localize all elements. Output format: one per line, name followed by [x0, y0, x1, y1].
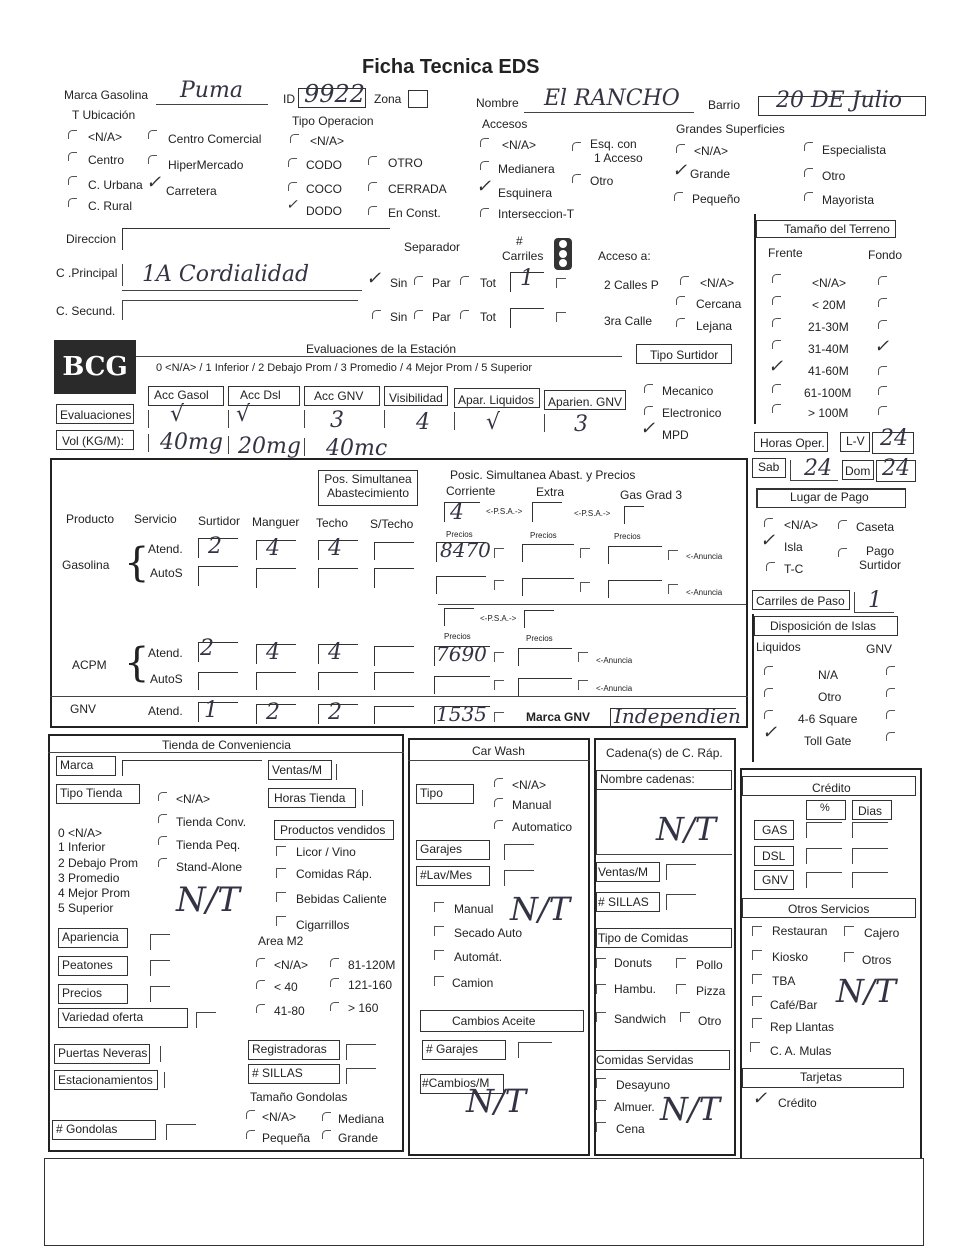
tienda-precios: Precios — [62, 986, 103, 1000]
servidas-na-mark: N/T — [660, 1090, 721, 1128]
islas-liquidos: Liquidos — [756, 640, 801, 654]
tienda-scale-1: 1 Inferior — [58, 840, 106, 854]
otros-restauran[interactable]: Restauran — [772, 924, 828, 938]
otros-na-mark: N/T — [836, 972, 897, 1010]
dom-label: Dom — [845, 464, 871, 478]
acpm-label: ACPM — [72, 658, 107, 672]
comida-pizza[interactable]: Pizza — [696, 984, 726, 998]
accesos-medianera[interactable]: Medianera — [498, 162, 555, 176]
superficies-pequeno[interactable]: Pequeño — [692, 192, 741, 206]
accesos-title: Accesos — [482, 117, 528, 131]
par-label[interactable]: Par — [432, 276, 451, 290]
tienda-tipo-conv[interactable]: Tienda Conv. — [176, 815, 247, 829]
posic-simultanea: Posic. Simultanea Abast. y Precios — [450, 468, 636, 482]
acpm-atend-label: Atend. — [148, 646, 183, 660]
terreno-title: Tamaño del Terreno — [784, 222, 890, 236]
psa-1: <-P.S.A.-> — [486, 507, 523, 516]
tienda-scale-3: 3 Promedio — [58, 871, 120, 885]
tienda-scale-5: 5 Superior — [58, 901, 114, 915]
sab-label: Sab — [758, 460, 780, 474]
credito-title: Crédito — [812, 781, 851, 795]
ubicacion-c-rural[interactable]: C. Rural — [88, 199, 133, 213]
tienda-tipo-na[interactable]: <N/A> — [176, 792, 211, 806]
terreno-100m[interactable]: > 100M — [808, 406, 849, 420]
tienda-scale-2: 2 Debajo Prom — [58, 856, 139, 870]
terreno-61-100m[interactable]: 61-100M — [804, 386, 852, 400]
carwash-manual[interactable]: Manual — [512, 798, 552, 812]
surtidor-mecanico[interactable]: Mecanico — [662, 384, 714, 398]
sab-value[interactable]: 24 — [804, 456, 832, 481]
comida-otro[interactable]: Otro — [698, 1014, 722, 1028]
c-principal-value[interactable]: 1A Cordialidad — [142, 262, 310, 287]
barrio-label: Barrio — [708, 98, 741, 112]
vol-gasol[interactable]: 40mg — [160, 430, 223, 455]
ubicacion-title: T Ubicación — [72, 108, 136, 122]
id-value: 9922 — [304, 80, 366, 108]
anuncia-3: <-Anuncia — [596, 656, 633, 665]
evaluaciones-row-label: Evaluaciones — [60, 408, 132, 422]
anuncia-1: <-Anuncia — [686, 552, 723, 561]
producto-cigarrillos[interactable]: Cigarrillos — [296, 918, 350, 932]
pos-simultanea: Pos. Simultanea Abastecimiento — [324, 472, 412, 500]
pago-caseta[interactable]: Caseta — [856, 520, 895, 534]
lv-label: L-V — [846, 434, 865, 448]
carwash-title: Car Wash — [472, 744, 525, 758]
anuncia-2: <-Anuncia — [686, 588, 723, 597]
acceso-na[interactable]: <N/A> — [700, 276, 735, 290]
gnv-techo[interactable]: 2 — [328, 700, 342, 725]
evaluaciones-scale: 0 <N/A> / 1 Inferior / 2 Debajo Prom / 3 Promedio / 4 Mejor Prom / 5 Superior — [156, 362, 532, 374]
credito-pct: % — [820, 802, 830, 814]
brace-icon: { — [124, 640, 150, 686]
surtidor-electronico[interactable]: Electronico — [662, 406, 722, 420]
acceso-lejana[interactable]: Lejana — [696, 319, 733, 333]
otros-rep-llantas[interactable]: Rep Llantas — [770, 1020, 835, 1034]
check-mark-icon: ✓ — [760, 530, 776, 550]
par-label-2[interactable]: Par — [432, 310, 451, 324]
otros-cafe-bar[interactable]: Café/Bar — [770, 998, 818, 1012]
superficies-mayorista[interactable]: Mayorista — [822, 193, 875, 207]
sin-label-2[interactable]: Sin — [390, 310, 408, 324]
tarjetas-credito[interactable]: Crédito — [778, 1096, 817, 1110]
estacionamientos: Estacionamientos — [58, 1073, 153, 1087]
otros-otros[interactable]: Otros — [862, 953, 892, 967]
area-na[interactable]: <N/A> — [274, 958, 309, 972]
tienda-scale-0: 0 <N/A> — [58, 826, 103, 840]
tienda-apariencia: Apariencia — [62, 930, 119, 944]
ubicacion-carretera[interactable]: Carretera — [166, 184, 217, 198]
tienda-variedad: Variedad oferta — [62, 1010, 144, 1024]
accesos-1-acceso[interactable]: 1 Acceso — [594, 151, 643, 165]
nombre-label: Nombre — [476, 96, 519, 110]
gas-atend-label: Atend. — [148, 542, 183, 556]
eval-col-acc-gasol: Acc Gasol — [154, 388, 209, 402]
comida-donuts[interactable]: Donuts — [614, 956, 653, 970]
vol-label: Vol (KG/M): — [62, 434, 125, 448]
lav-manual[interactable]: Manual — [454, 902, 494, 916]
otros-kiosko[interactable]: Kiosko — [772, 950, 809, 964]
check-mark-icon: ✓ — [672, 160, 688, 180]
s-techo-label: S/Techo — [370, 517, 414, 531]
fondo-label: Fondo — [868, 248, 903, 262]
tamano-gondolas: Tamaño Gondolas — [250, 1090, 348, 1104]
islas-toll-gate[interactable]: Toll Gate — [804, 734, 852, 748]
islas-4-6-square[interactable]: 4-6 Square — [798, 712, 858, 726]
eval-visibilidad[interactable]: 4 — [416, 410, 430, 435]
credito-gnv: GNV — [762, 873, 789, 887]
otros-cajero[interactable]: Cajero — [864, 926, 900, 940]
terreno-20m[interactable]: < 20M — [812, 298, 846, 312]
acpm-techo[interactable]: 4 — [328, 640, 342, 665]
carwash-tipo: Tipo — [420, 786, 443, 800]
islas-na[interactable]: N/A — [818, 668, 839, 682]
precios-3: Precios — [614, 532, 641, 541]
cambios-garajes: # Garajes — [426, 1042, 479, 1056]
cadenas-sillas: # SILLAS — [598, 895, 649, 909]
carriles-paso-label: Carriles de Paso — [756, 594, 845, 608]
gondola-mediana[interactable]: Mediana — [338, 1112, 385, 1126]
carwash-lav: #Lav/Mes — [420, 868, 473, 882]
lav-automat[interactable]: Automát. — [454, 950, 503, 964]
direccion-field[interactable] — [122, 228, 390, 250]
check-mark-icon: ✓ — [752, 1088, 768, 1108]
superficies-na[interactable]: <N/A> — [694, 144, 729, 158]
c-principal-label: C .Principal — [56, 266, 118, 280]
check-mark-icon: ✓ — [874, 336, 890, 356]
pago-title: Lugar de Pago — [790, 490, 869, 504]
credito-dias: Dias — [858, 804, 883, 818]
brace-icon: { — [124, 540, 150, 586]
lv-value[interactable]: 24 — [880, 426, 908, 451]
extra-label: Extra — [536, 485, 565, 499]
gnv-atend-label: Atend. — [148, 704, 183, 718]
tienda-ventas: Ventas/M — [272, 763, 323, 777]
gas-precio[interactable]: 8470 — [440, 538, 491, 562]
c-secund-label: C. Secund. — [56, 304, 116, 318]
tienda-tipo-peq[interactable]: Tienda Peq. — [176, 838, 241, 852]
dom-value[interactable]: 24 — [882, 456, 910, 481]
corriente-label: Corriente — [446, 484, 496, 498]
eval-col-apar-liquidos: Apar. Liquidos — [458, 393, 535, 407]
eval-col-visibilidad: Visibilidad — [389, 391, 443, 405]
surtidor-col-label: Surtidor — [198, 514, 241, 528]
cadenas-nombre: Nombre cadenas: — [600, 772, 695, 786]
bcg-logo: BCG — [54, 340, 136, 394]
cambios-title: Cambios Aceite — [452, 1014, 536, 1028]
operacion-codo[interactable]: CODO — [306, 158, 342, 172]
check-mark-icon: ✓ — [476, 176, 492, 196]
comida-pollo[interactable]: Pollo — [696, 958, 723, 972]
acceso-cercana[interactable]: Cercana — [696, 297, 742, 311]
area-81-120m[interactable]: 81-120M — [348, 958, 396, 972]
otros-tba[interactable]: TBA — [772, 974, 796, 988]
carriles-value: 1 — [520, 266, 534, 291]
vol-gnv[interactable]: 40mc — [326, 436, 388, 461]
gas-pos-value[interactable]: 4 — [450, 500, 464, 525]
carwash-na-mark: N/T — [510, 890, 571, 928]
tienda-title: Tienda de Conveniencia — [162, 738, 291, 752]
operacion-otro[interactable]: OTRO — [388, 156, 423, 170]
accesos-otro[interactable]: Otro — [590, 174, 614, 188]
vol-dsl[interactable]: 20mg — [238, 434, 301, 459]
anuncia-4: <-Anuncia — [596, 684, 633, 693]
ubicacion-centro[interactable]: Centro — [88, 153, 125, 167]
check-mark-icon: ✓ — [640, 418, 656, 438]
carwash-na[interactable]: <N/A> — [512, 778, 547, 792]
accesos-esquinera[interactable]: Esquinera — [498, 186, 553, 200]
tienda-peatones: Peatones — [62, 958, 113, 972]
servicio-label: Servicio — [134, 512, 177, 526]
psa-3: <-P.S.A.-> — [480, 614, 517, 623]
comidas-servidas: Comidas Servidas — [596, 1053, 694, 1067]
registradoras: Registradoras — [252, 1042, 327, 1056]
carwash-garajes: Garajes — [420, 842, 463, 856]
precios-1: Precios — [446, 530, 473, 539]
operacion-coco[interactable]: COCO — [306, 182, 342, 196]
marca-gnv-label: Marca GNV — [526, 710, 591, 724]
credito-gas: GAS — [762, 823, 788, 837]
credito-dsl: DSL — [762, 849, 786, 863]
separador-label: Separador — [404, 240, 461, 254]
marca-gnv-value[interactable]: Independien — [614, 704, 741, 728]
tienda-horas: Horas Tienda — [274, 791, 346, 805]
terreno-41-60m[interactable]: 41-60M — [808, 364, 849, 378]
acceso-a-label: Acceso a: — [598, 249, 651, 263]
cambios-na-mark: N/T — [466, 1082, 527, 1120]
accesos-na[interactable]: <N/A> — [502, 138, 537, 152]
carriles-label: Carriles — [502, 249, 544, 263]
gondola-grande[interactable]: Grande — [338, 1131, 379, 1145]
eval-acc-gnv[interactable]: 3 — [330, 408, 344, 433]
pago-na[interactable]: <N/A> — [784, 518, 819, 532]
operacion-en-const[interactable]: En Const. — [388, 206, 441, 220]
area-160[interactable]: > 160 — [348, 1001, 379, 1015]
id-label: ID — [283, 92, 295, 106]
carriles-field-2[interactable] — [510, 308, 544, 328]
eval-acc-dsl[interactable]: √ — [236, 402, 251, 427]
precios-5: Precios — [526, 634, 553, 643]
tienda-na-mark: N/T — [176, 880, 240, 920]
pago-surtidor[interactable]: Pago Surtidor — [858, 544, 902, 572]
servida-almuer[interactable]: Almuer. — [614, 1100, 655, 1114]
terreno-na[interactable]: <N/A> — [812, 276, 847, 290]
producto-label: Producto — [66, 512, 115, 526]
check-mark-icon: ✓ — [762, 722, 778, 742]
lav-secado[interactable]: Secado Auto — [454, 926, 523, 940]
gondola-na[interactable]: <N/A> — [262, 1110, 297, 1124]
acpm-surtidor[interactable]: 2 — [200, 636, 214, 661]
cadenas-na-mark: N/T — [656, 810, 717, 848]
tarjetas-title: Tarjetas — [800, 1070, 843, 1084]
traffic-light-icon — [554, 238, 572, 270]
eval-apar-liquidos[interactable]: √ — [486, 410, 501, 435]
tot-label[interactable]: Tot — [480, 276, 497, 290]
check-mark-icon: ✓ — [286, 196, 298, 212]
eval-aparien-gnv[interactable]: 3 — [574, 412, 588, 437]
check-mark-icon: ✓ — [768, 356, 784, 376]
psa-2: <-P.S.A.-> — [574, 509, 611, 518]
marca-label: Marca Gasolina — [64, 88, 149, 102]
operacion-dodo[interactable]: DODO — [306, 204, 342, 218]
area-41-80[interactable]: 41-80 — [274, 1004, 305, 1018]
producto-comidas[interactable]: Comidas Ráp. — [296, 867, 373, 881]
accesos-esq-con[interactable]: Esq. con — [590, 137, 637, 151]
precios-2: Precios — [530, 531, 557, 540]
evaluaciones-title: Evaluaciones de la Estación — [306, 342, 457, 356]
terreno-31-40m[interactable]: 31-40M — [808, 342, 849, 356]
gasolina-label: Gasolina — [62, 558, 110, 572]
carriles-paso-value[interactable]: 1 — [868, 588, 882, 613]
superficies-title: Grandes Superficies — [676, 122, 785, 136]
check-mark-icon: ✓ — [366, 268, 382, 288]
acpm-autos-label: AutoS — [150, 672, 183, 686]
eval-col-acc-dsl: Acc Dsl — [240, 388, 281, 402]
eval-acc-gasol[interactable]: √ — [170, 402, 185, 427]
operacion-title: Tipo Operacion — [292, 114, 374, 128]
otros-ca-mulas[interactable]: C. A. Mulas — [770, 1044, 832, 1058]
surtidor-mpd[interactable]: MPD — [662, 428, 689, 442]
area-label: Area M2 — [258, 934, 304, 948]
superficies-otro[interactable]: Otro — [822, 169, 846, 183]
gas-autos-label: AutoS — [150, 566, 183, 580]
terreno-21-30m[interactable]: 21-30M — [808, 320, 849, 334]
pago-isla[interactable]: Isla — [784, 540, 803, 554]
accesos-interseccion[interactable]: Interseccion-T — [498, 207, 575, 221]
gas-techo[interactable]: 4 — [328, 536, 342, 561]
producto-bebidas[interactable]: Bebidas Caliente — [296, 892, 387, 906]
techo-label: Techo — [316, 516, 349, 530]
sin-label[interactable]: Sin — [390, 276, 408, 290]
lav-camion[interactable]: Camion — [452, 976, 494, 990]
notes-area[interactable] — [44, 1158, 924, 1246]
calles-2-label[interactable]: 2 Calles P — [604, 278, 659, 292]
carwash-automatico[interactable]: Automatico — [512, 820, 573, 834]
nombre-value[interactable]: El RANCHO — [544, 86, 680, 111]
producto-licor[interactable]: Licor / Vino — [296, 845, 356, 859]
barrio-value: 20 DE Julio — [776, 88, 902, 113]
servida-cena[interactable]: Cena — [616, 1122, 645, 1136]
tipo-comidas: Tipo de Comidas — [598, 931, 689, 945]
precios-4: Precios — [444, 632, 471, 641]
check-mark-icon: ✓ — [146, 172, 162, 192]
eval-col-acc-gnv: Acc GNV — [314, 389, 364, 403]
tienda-tipo-stand-alone[interactable]: Stand-Alone — [176, 860, 243, 874]
marca-value[interactable]: Puma — [180, 78, 243, 103]
pago-tc[interactable]: T-C — [784, 562, 804, 576]
zona-field[interactable] — [408, 90, 428, 108]
tienda-scale-4: 4 Mejor Prom — [58, 886, 131, 900]
area-121-160[interactable]: 121-160 — [348, 978, 393, 992]
ubicacion-hipermercado[interactable]: HiperMercado — [168, 158, 244, 172]
operacion-na[interactable]: <N/A> — [310, 134, 345, 148]
page-title: Ficha Tecnica EDS — [362, 56, 540, 78]
servida-desayuno[interactable]: Desayuno — [616, 1078, 671, 1092]
otros-title: Otros Servicios — [788, 902, 870, 916]
tot-label-2[interactable]: Tot — [480, 310, 497, 324]
tienda-sillas: # SILLAS — [252, 1066, 303, 1080]
direccion-label: Direccion — [66, 232, 117, 246]
islas-title: Disposición de Islas — [770, 619, 877, 633]
eval-col-aparien-gnv: Aparien. GNV — [548, 395, 623, 409]
operacion-cerrada[interactable]: CERRADA — [388, 182, 447, 196]
islas-gnv: GNV — [866, 642, 893, 656]
surtidor-title: Tipo Surtidor — [650, 348, 719, 362]
gas-surtidor[interactable]: 2 — [208, 534, 222, 559]
ubicacion-na[interactable]: <N/A> — [88, 130, 123, 144]
puertas-neveras: Puertas Neveras — [58, 1046, 148, 1060]
gnv-surtidor[interactable]: 1 — [204, 698, 218, 723]
superficies-grande[interactable]: Grande — [690, 167, 731, 181]
frente-label: Frente — [768, 246, 803, 260]
gnv-precio[interactable]: 1535 — [436, 702, 487, 726]
zona-label: Zona — [374, 92, 402, 106]
cadenas-title: Cadena(s) de C. Ráp. — [606, 746, 723, 760]
gnv-label: GNV — [70, 702, 97, 716]
ubicacion-centro-comercial[interactable]: Centro Comercial — [168, 132, 262, 146]
islas-otro[interactable]: Otro — [818, 690, 842, 704]
gondola-pequena[interactable]: Pequeña — [262, 1131, 311, 1145]
ubicacion-c-urbana[interactable]: C. Urbana — [88, 178, 143, 192]
gondolas: # Gondolas — [56, 1122, 118, 1136]
productos-vendidos-title: Productos vendidos — [280, 823, 386, 837]
superficies-especialista[interactable]: Especialista — [822, 143, 887, 157]
tienda-tipo: Tipo Tienda — [60, 786, 123, 800]
carriles-hash: # — [516, 234, 523, 248]
area-40[interactable]: < 40 — [274, 980, 298, 994]
manguer-label: Manguer — [252, 515, 300, 529]
comida-hambu[interactable]: Hambu. — [614, 982, 657, 996]
acpm-precio[interactable]: 7690 — [436, 642, 487, 666]
acpm-manguer[interactable]: 4 — [266, 640, 280, 665]
cambios-m: #Cambios/M — [422, 1076, 490, 1090]
comida-sandwich[interactable]: Sandwich — [614, 1012, 667, 1026]
tienda-marca: Marca — [60, 758, 94, 772]
horas-label: Horas Oper. — [760, 436, 825, 450]
gas-grad-label: Gas Grad 3 — [620, 488, 683, 502]
gnv-manguer[interactable]: 2 — [266, 700, 280, 725]
gas-manguer[interactable]: 4 — [266, 536, 280, 561]
calle-3-label[interactable]: 3ra Calle — [604, 314, 653, 328]
cadenas-ventas: Ventas/M — [598, 865, 649, 879]
